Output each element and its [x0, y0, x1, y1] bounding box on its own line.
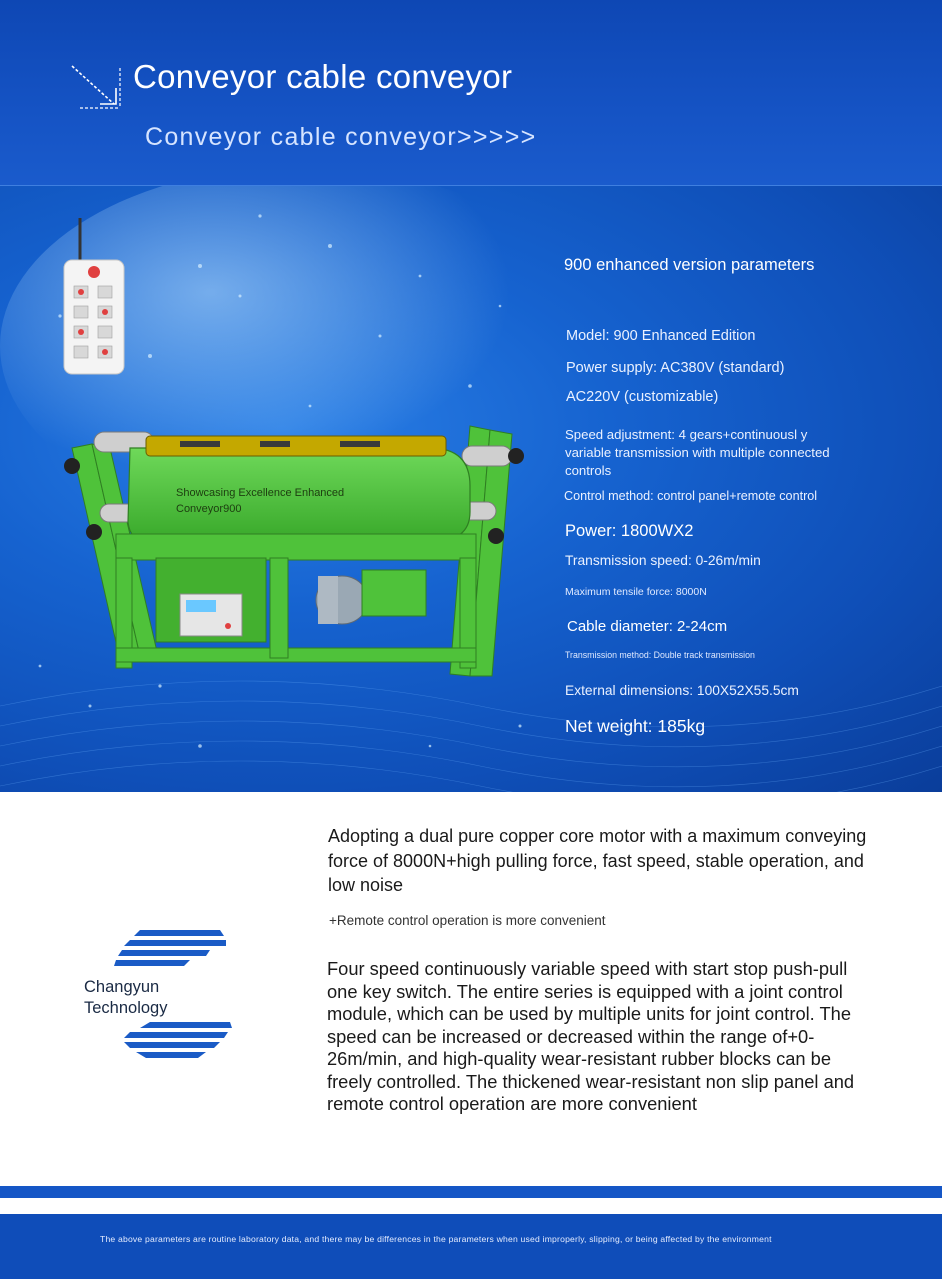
param-transmission-speed: Transmission speed: 0-26m/min — [565, 553, 761, 568]
parameters-heading: 900 enhanced version parameters — [564, 256, 815, 274]
param-tensile-force: Maximum tensile force: 8000N — [565, 586, 707, 598]
page-subtitle: Conveyor cable conveyor>>>>> — [145, 123, 537, 151]
footer-divider — [0, 1186, 942, 1198]
company-name-line1: Changyun — [84, 978, 160, 996]
param-control-method: Control method: control panel+remote control — [564, 489, 818, 503]
company-name-line2: Technology — [84, 999, 168, 1017]
param-dimensions: External dimensions: 100X52X55.5cm — [565, 683, 799, 698]
company-name — [84, 977, 167, 1019]
product-hero — [0, 186, 942, 792]
footer-disclaimer: The above parameters are routine laboratory data, and there may be differences in the parameters when used improperly, slipping, or being affected by the environment — [100, 1234, 772, 1244]
param-power-supply: Power supply: AC380V (standard) — [566, 360, 785, 376]
page-title: Conveyor cable conveyor — [133, 58, 513, 95]
header-banner — [0, 0, 942, 186]
description-note: +Remote control operation is more convenient — [329, 913, 606, 928]
parameter-list — [0, 186, 942, 792]
machine-label-line2: Conveyor900 — [176, 503, 242, 515]
param-cable-diameter: Cable diameter: 2-24cm — [567, 618, 728, 635]
machine-label-line1: Showcasing Excellence Enhanced — [176, 487, 345, 499]
description-paragraph-1: Adopting a dual pure copper core motor with a maximum conveying force of 8000N+high pulling force, fast speed, stable operation, and low noise — [328, 826, 867, 895]
param-transmission-method: Transmission method: Double track transmission — [565, 650, 755, 660]
param-power-supply-alt: AC220V (customizable) — [566, 389, 719, 405]
param-net-weight: Net weight: 185kg — [565, 716, 706, 736]
arrow-corner-icon — [70, 64, 122, 110]
param-model: Model: 900 Enhanced Edition — [566, 328, 756, 344]
description-paragraph-2: Four speed continuously variable speed with start stop push-pull one key switch. The entire series is equipped with a joint control module, which can be used by multiple units for joint control. The speed can be increased or decreased within the range of+0-26m/min, and high-quality wear-resistant rubber blocks can be freely controlled. The thickened wear-resistant non slip panel and remote control operation are more convenient — [327, 958, 855, 1114]
param-speed-adjustment: Speed adjustment: 4 gears+continuousl y variable transmission with multiple connected controls — [565, 427, 830, 478]
footer-band — [0, 1214, 942, 1279]
param-power: Power: 1800WX2 — [565, 522, 694, 540]
